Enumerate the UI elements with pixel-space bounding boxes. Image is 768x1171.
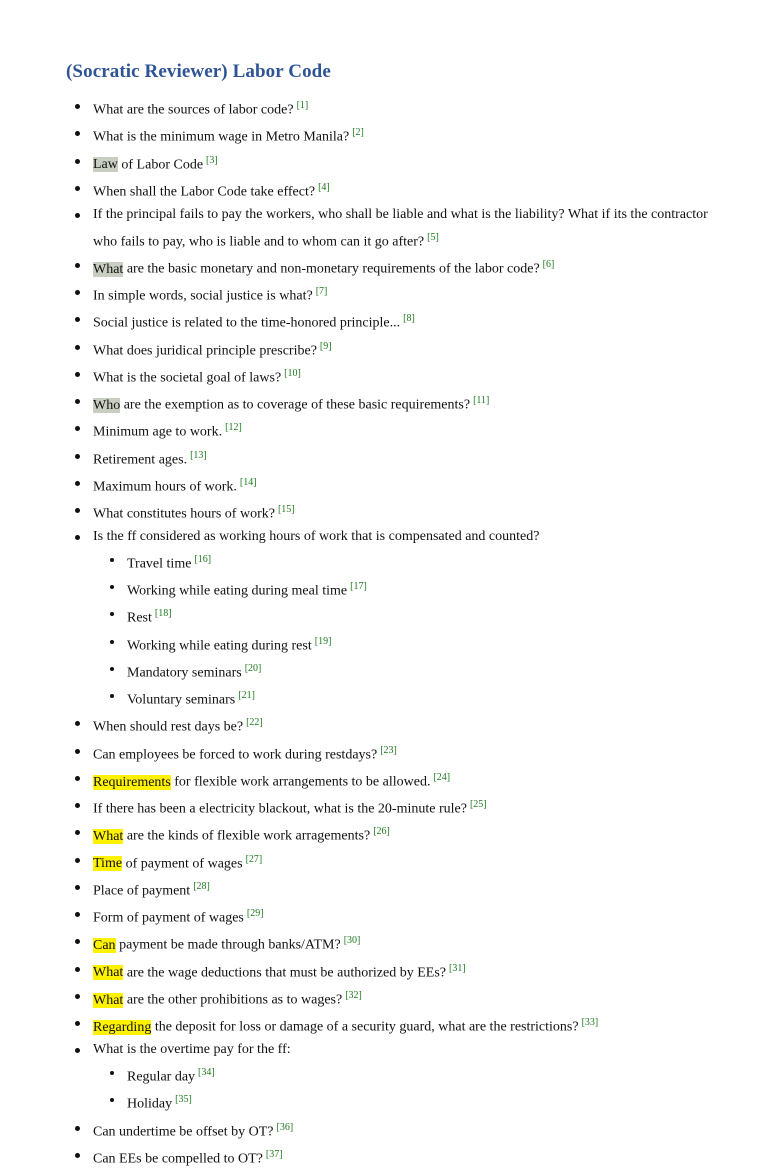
footnote-link[interactable]: [18] bbox=[154, 608, 172, 620]
item-text: Can EEs be compelled to OT? bbox=[93, 1151, 263, 1167]
list-item bbox=[0, 390, 768, 417]
item-text: In simple words, social justice is what? bbox=[93, 288, 313, 304]
footnote-link[interactable]: [23] bbox=[380, 744, 397, 756]
item-text: What does juridical principle prescribe? bbox=[93, 343, 317, 359]
item-text: payment be made through banks/ATM? bbox=[115, 938, 341, 954]
list-item bbox=[0, 177, 768, 204]
item-text: Social justice is related to the time-honored principle... bbox=[93, 316, 401, 331]
item-text: Can undertime be offset by OT? bbox=[93, 1124, 274, 1140]
list-item bbox=[0, 1039, 768, 1116]
footnote-link[interactable]: [21] bbox=[238, 690, 255, 702]
footnote-link[interactable]: [7] bbox=[315, 286, 328, 298]
footnote-link[interactable]: [22] bbox=[246, 717, 263, 729]
footnote-link[interactable]: [27] bbox=[245, 853, 263, 865]
item-text: of Labor Code bbox=[117, 157, 204, 173]
footnote-link[interactable]: [2] bbox=[352, 127, 364, 139]
list-item bbox=[0, 363, 768, 390]
item-text: When should rest days be? bbox=[93, 720, 244, 736]
highlighted-word: Can bbox=[93, 938, 116, 954]
item-text: are the exemption as to coverage of these basic requirements? bbox=[120, 397, 471, 413]
item-text: What are the sources of labor code? bbox=[93, 102, 294, 118]
footnote-link[interactable]: [12] bbox=[225, 422, 242, 434]
list-item bbox=[0, 958, 768, 985]
footnote-link[interactable]: [29] bbox=[246, 908, 264, 920]
footnote-link[interactable]: [9] bbox=[319, 340, 332, 352]
list-item bbox=[0, 930, 768, 957]
item-text: Regular day bbox=[127, 1069, 196, 1085]
footnote-link[interactable]: [32] bbox=[345, 989, 362, 1001]
item-text: What is the minimum wage in Metro Manila? bbox=[93, 129, 350, 145]
item-text: Retirement ages. bbox=[93, 452, 188, 468]
footnote-link[interactable]: [16] bbox=[194, 553, 212, 565]
highlighted-word: Time bbox=[93, 856, 123, 872]
item-text: are the basic monetary and non-monetary requirements of the labor code? bbox=[123, 261, 540, 277]
footnote-link[interactable]: [20] bbox=[244, 662, 262, 674]
list-item bbox=[0, 417, 768, 444]
list-item bbox=[0, 281, 768, 308]
sub-list bbox=[93, 549, 712, 713]
item-text: Form of payment of wages bbox=[93, 910, 244, 926]
item-text: What constitutes hours of work? bbox=[93, 506, 275, 522]
item-text: Place of payment bbox=[93, 883, 191, 899]
highlighted-word: Who bbox=[93, 397, 121, 413]
list-item bbox=[0, 1144, 768, 1171]
footnote-link[interactable]: [5] bbox=[427, 231, 439, 243]
list-item bbox=[0, 876, 768, 903]
list-item bbox=[0, 903, 768, 930]
highlighted-word: What bbox=[93, 965, 124, 981]
footnote-link[interactable]: [14] bbox=[239, 476, 257, 488]
footnote-link[interactable]: [3] bbox=[206, 154, 218, 166]
list-item bbox=[0, 204, 768, 254]
footnote-link[interactable]: [26] bbox=[373, 826, 390, 838]
highlighted-word: What bbox=[93, 829, 124, 845]
highlighted-word: What bbox=[93, 261, 124, 277]
item-text: Working while eating during rest bbox=[127, 638, 312, 654]
list-item bbox=[0, 794, 768, 821]
item-text: for flexible work arrangements to be allowed. bbox=[170, 774, 431, 790]
list-item bbox=[0, 1012, 768, 1039]
footnote-link[interactable]: [15] bbox=[277, 504, 295, 516]
sub-list-item bbox=[93, 603, 712, 630]
list-item bbox=[0, 849, 768, 876]
footnote-link[interactable]: [19] bbox=[314, 635, 332, 647]
item-text: Holiday bbox=[127, 1096, 173, 1112]
list-item bbox=[0, 150, 768, 177]
sub-list bbox=[93, 1062, 712, 1117]
footnote-link[interactable]: [17] bbox=[350, 581, 367, 593]
highlighted-word: Regarding bbox=[93, 1019, 152, 1035]
footnote-link[interactable]: [36] bbox=[276, 1121, 294, 1133]
item-text: Travel time bbox=[127, 556, 192, 572]
list-item bbox=[0, 95, 768, 122]
item-text: Working while eating during meal time bbox=[127, 583, 348, 599]
item-text: Voluntary seminars bbox=[127, 692, 236, 708]
list-item bbox=[0, 308, 768, 335]
list-item bbox=[0, 445, 768, 472]
footnote-link[interactable]: [30] bbox=[343, 935, 361, 947]
list-item bbox=[0, 122, 768, 149]
footnote-link[interactable]: [4] bbox=[318, 181, 330, 193]
list-item bbox=[0, 254, 768, 281]
list-item bbox=[0, 1117, 768, 1144]
sub-list-item bbox=[93, 1089, 712, 1116]
item-text: of payment of wages bbox=[122, 856, 243, 872]
item-text: What is the overtime pay for the ff: bbox=[93, 1042, 291, 1058]
footnote-link[interactable]: [28] bbox=[193, 880, 210, 892]
footnote-link[interactable]: [31] bbox=[449, 962, 466, 974]
item-text: Mandatory seminars bbox=[127, 665, 242, 681]
footnote-link[interactable]: [24] bbox=[433, 771, 451, 783]
footnote-link[interactable]: [1] bbox=[296, 100, 309, 111]
item-text: are the kinds of flexible work arragements? bbox=[123, 829, 371, 845]
list-item bbox=[0, 767, 768, 794]
footnote-link[interactable]: [34] bbox=[198, 1067, 215, 1079]
highlighted-word: Law bbox=[93, 157, 118, 173]
item-text: If there has been a electricity blackout, what is the 20-minute rule? bbox=[93, 801, 467, 817]
sub-list-item bbox=[93, 1062, 712, 1089]
item-text: are the other prohibitions as to wages? bbox=[123, 992, 343, 1008]
list-item bbox=[0, 712, 768, 739]
footnote-link[interactable]: [25] bbox=[469, 799, 487, 811]
item-text: Is the ff considered as working hours of work that is compensated and counted? bbox=[93, 529, 540, 545]
list-item bbox=[0, 526, 768, 712]
footnote-link[interactable]: [37] bbox=[265, 1148, 283, 1160]
question-list bbox=[0, 95, 768, 1171]
list-item bbox=[0, 336, 768, 363]
item-text: Can employees be forced to work during restdays? bbox=[93, 747, 378, 763]
sub-list-item bbox=[93, 685, 712, 712]
footnote-link[interactable]: [10] bbox=[284, 367, 301, 379]
item-text: the deposit for loss or damage of a security guard, what are the restrictions? bbox=[151, 1019, 579, 1035]
sub-list-item bbox=[93, 631, 712, 658]
footnote-link[interactable]: [6] bbox=[542, 258, 555, 270]
footnote-link[interactable]: [8] bbox=[403, 313, 415, 325]
item-text: What is the societal goal of laws? bbox=[93, 370, 282, 386]
highlighted-word: What bbox=[93, 992, 124, 1008]
sub-list-item bbox=[93, 549, 712, 576]
list-item bbox=[0, 740, 768, 767]
list-item bbox=[0, 499, 768, 526]
item-text: Maximum hours of work. bbox=[93, 479, 237, 495]
item-text: are the wage deductions that must be authorized by EEs? bbox=[123, 965, 446, 981]
item-text: If the principal fails to pay the workers, who shall be liable and what is the liability? What if its the contractor who fails to pay, who is liable and to whom can it go after? bbox=[93, 207, 708, 250]
footnote-link[interactable]: [13] bbox=[190, 449, 207, 461]
list-item bbox=[0, 985, 768, 1012]
item-text: Rest bbox=[127, 611, 152, 627]
sub-list-item bbox=[93, 576, 712, 603]
sub-list-item bbox=[93, 658, 712, 685]
highlighted-word: Requirements bbox=[93, 774, 171, 790]
item-text: When shall the Labor Code take effect? bbox=[93, 184, 316, 200]
list-item bbox=[0, 472, 768, 499]
list-item bbox=[0, 821, 768, 848]
page-title: (Socratic Reviewer) Labor Code bbox=[66, 61, 331, 82]
footnote-link[interactable]: [33] bbox=[581, 1017, 599, 1029]
item-text: Minimum age to work. bbox=[93, 425, 223, 440]
footnote-link[interactable]: [35] bbox=[175, 1094, 192, 1106]
footnote-link[interactable]: [11] bbox=[473, 395, 490, 407]
